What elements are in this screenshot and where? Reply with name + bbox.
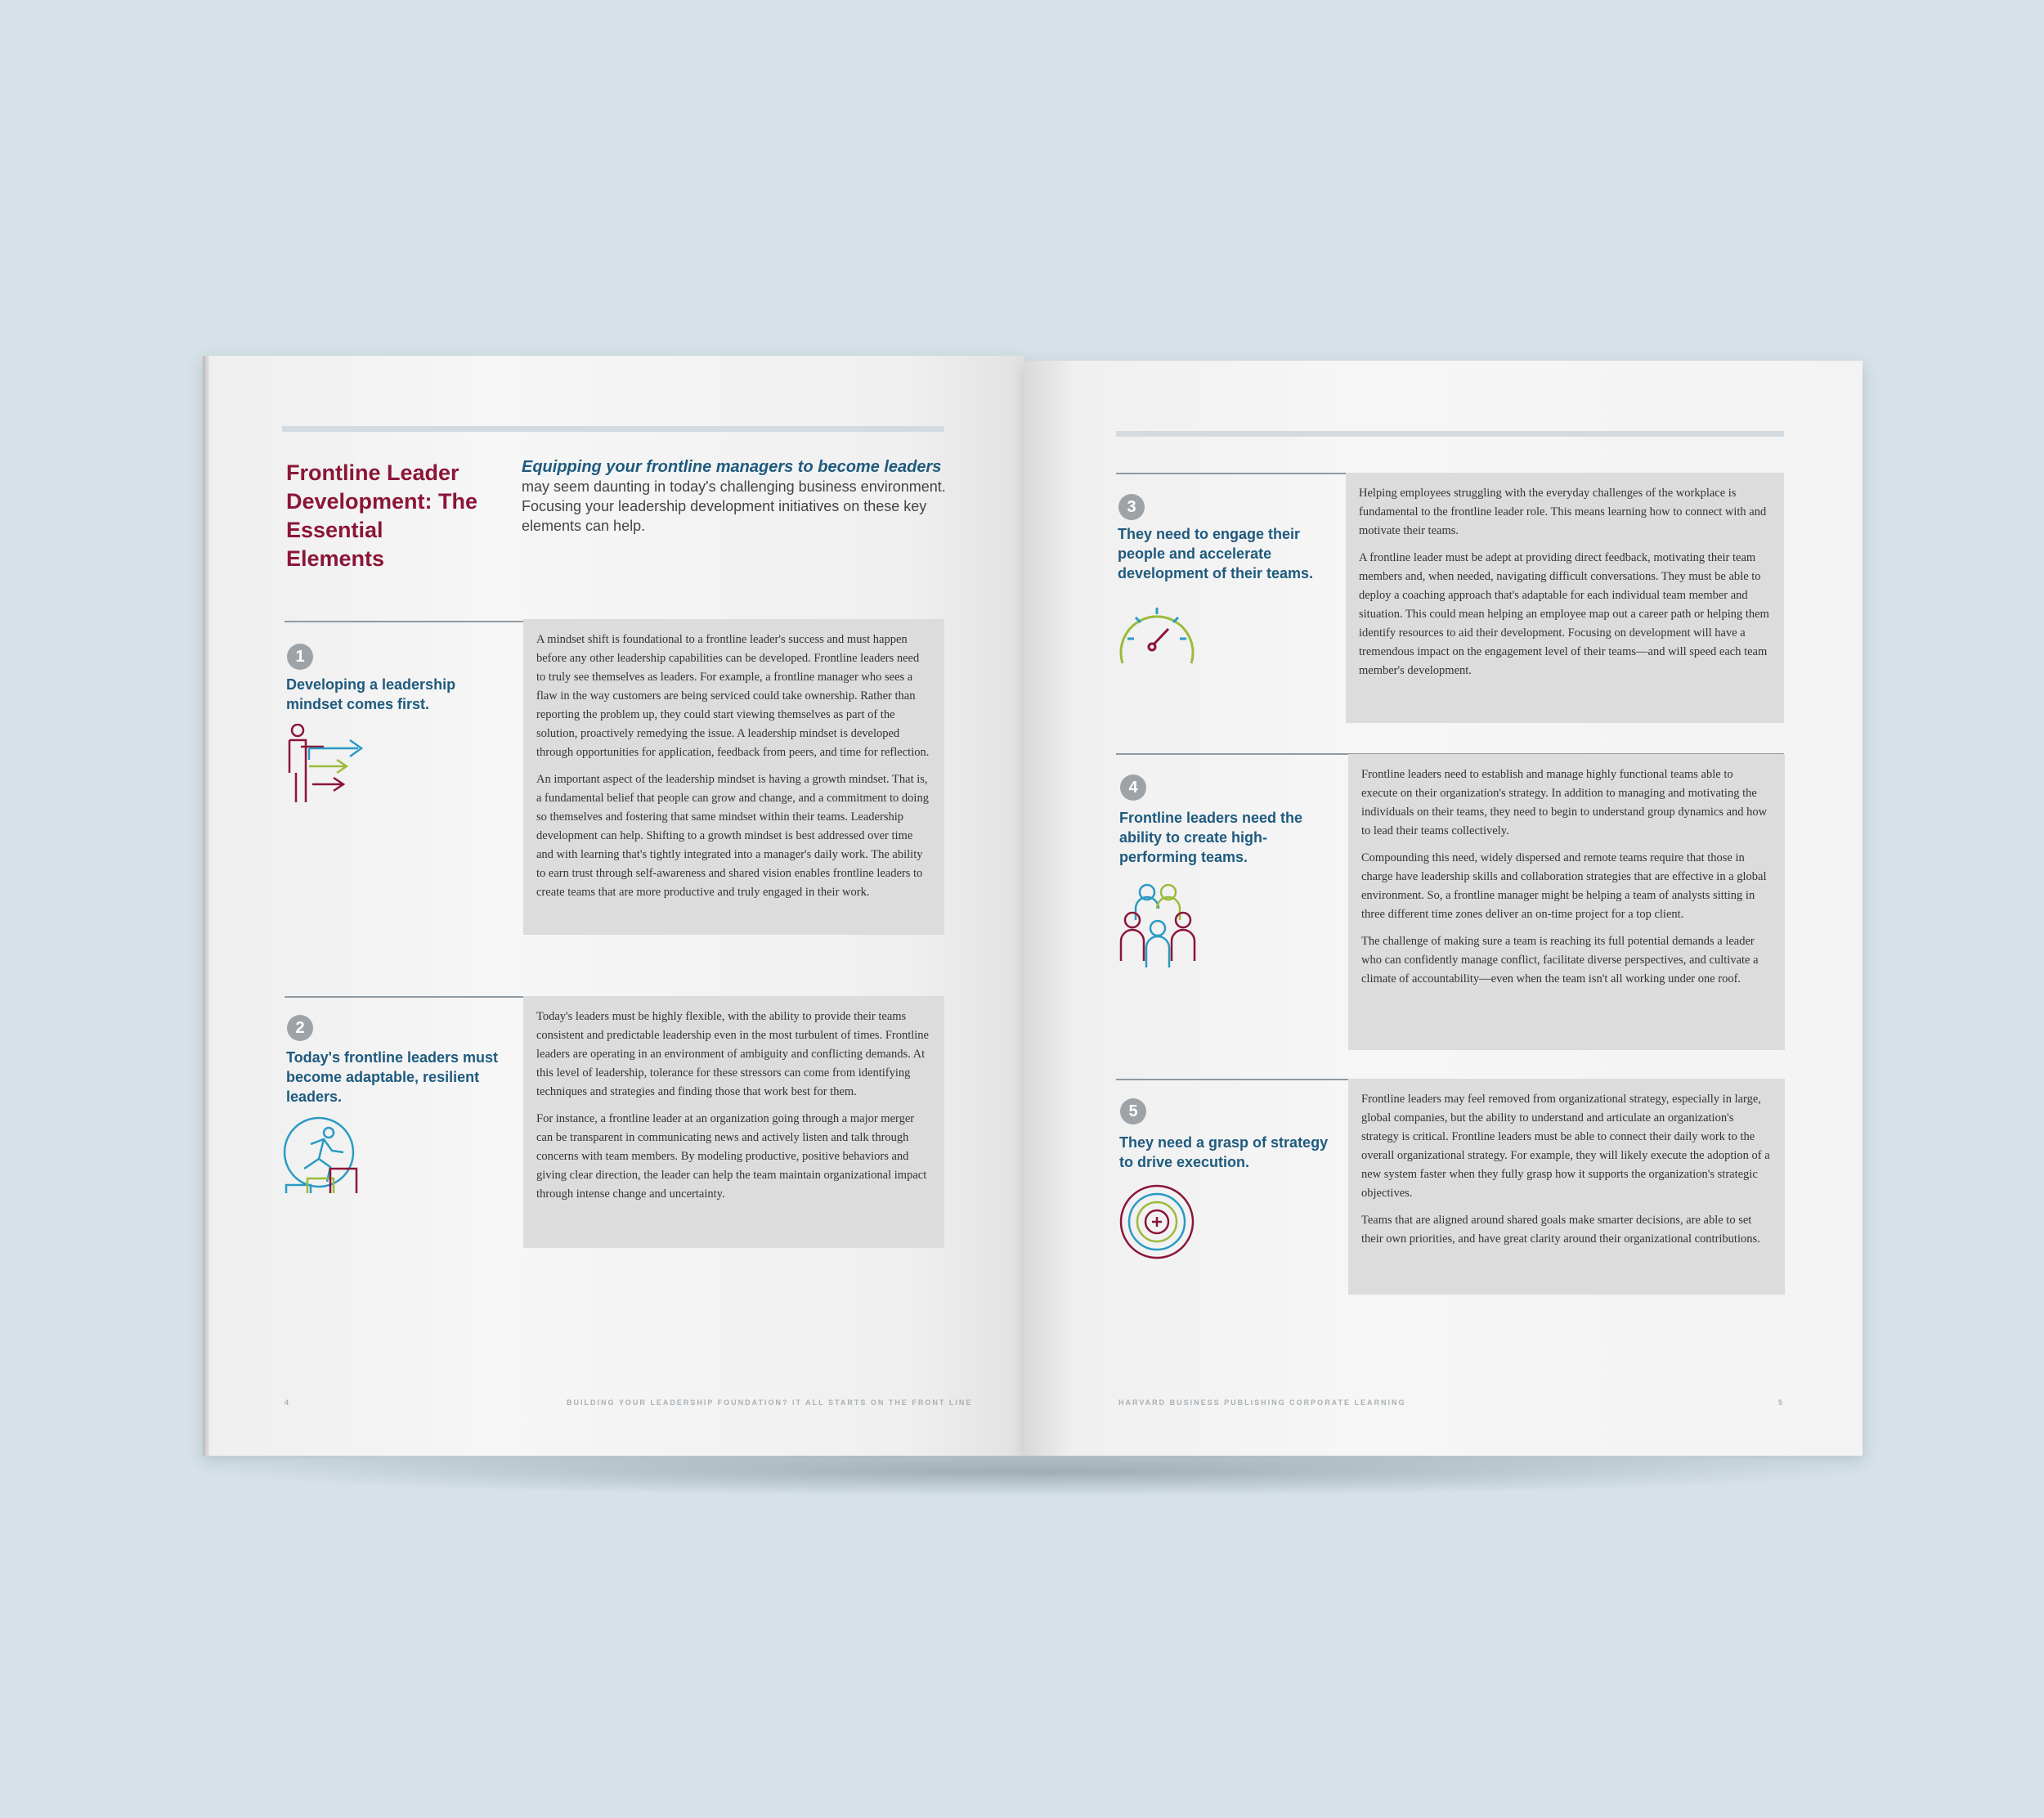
paragraph: An important aspect of the leadership mindset is having a growth mindset. That is, a fundamental belief that people can grow and change, and a commitment to doing so themselves and fostering that same mindset within their teams. Leadership development can help. Shifting to a growth mindset is best addressed over time and with learning that's tightly integrated into a manager's daily work. The ability to earn trust through self-awareness and shared vision enables frontline leaders to create teams that are more productive and truly engaged in their work. (536, 773, 929, 899)
paragraph: Helping employees struggling with the everyday challenges of the workplace is fundamental to the frontline leader role. This means learning how to connect with and motivate their teams. (1359, 487, 1767, 537)
section-body (523, 619, 944, 935)
footer-page-number: 4 (285, 1398, 291, 1407)
section-number-badge: 4 (1120, 774, 1146, 801)
section-heading: Frontline leaders need the ability to create high-performing teams. (1119, 810, 1303, 865)
section-heading: They need to engage their people and accelerate development of their teams. (1118, 526, 1314, 581)
right-page (1024, 361, 1862, 1456)
paragraph: The challenge of making sure a team is reaching its full potential demands a leader who can confidently manage conflict, facilitate diverse perspectives, and cultivate a climate of accountability—even when the team isn't all working under one roof. (1361, 935, 1759, 985)
section-body (523, 996, 944, 1248)
paragraph: Frontline leaders may feel removed from organizational strategy, especially in large, global companies, but the ability to understand and articulate an organization's strategy is critical. Frontline leaders must be able to connect their daily work to the overall organizational strategy. For example, they will likely execute the adoption of a new system faster when they fully grasp how it supports the organization's strategic objectives. (1361, 1093, 1770, 1200)
section-body (1348, 754, 1785, 1050)
leader-arrows-icon (285, 724, 374, 810)
footer-title: BUILDING YOUR LEADERSHIP FOUNDATION? IT ALL STARTS ON THE FRONT LINE (567, 1398, 973, 1407)
gauge-icon (1116, 598, 1198, 676)
paragraph: A mindset shift is foundational to a frontline leader's success and must happen before any other leadership capabilities can be developed. Frontline leaders need to truly see themselves as leaders. For example, a frontline manager who sees a flaw in the way customers are being serviced could take ownership. Rather than reporting the problem up, they could start viewing themselves as part of the solution, proactively remedying the issue. A leadership mindset is developed through opportunities for application, feedback from peers, and time for reflection. (536, 633, 930, 759)
paragraph: A frontline leader must be adept at providing direct feedback, motivating their team members and, when needed, navigating difficult conversations. They must be able to deploy a coaching approach that's adaptable for each individual team member and situation. This could mean helping an employee map out a career path or helping them identify resources to aid their development. Focusing on development will have a tremendous impact on the engagement level of their teams—and will speed each team member's development. (1359, 551, 1769, 677)
footer-title: HARVARD BUSINESS PUBLISHING CORPORATE LEARNING (1118, 1398, 1406, 1407)
footer-page-number: 5 (1778, 1398, 1785, 1407)
left-page (203, 356, 1024, 1456)
intro-lead: Equipping your frontline managers to become leaders (522, 458, 942, 476)
target-icon (1118, 1183, 1196, 1265)
intro-text: may seem daunting in today's challenging business environment. Focusing your leadership development initiatives on these key elements can help. (522, 478, 946, 534)
section-number-badge: 1 (287, 644, 313, 670)
section-number-badge: 3 (1118, 494, 1145, 520)
team-icon (1118, 879, 1199, 973)
section-heading: Developing a leadership mindset comes first. (286, 676, 456, 712)
section-heading: They need a grasp of strategy to drive execution. (1119, 1134, 1329, 1170)
page-title: Frontline Leader Development: The Essential Elements (286, 460, 478, 571)
top-rule (282, 426, 944, 432)
intro (522, 457, 963, 536)
paragraph: Compounding this need, widely dispersed and remote teams require that those in charge have leadership skills and collaboration strategies that are effective in a global environment. So, a frontline manager might be helping a team of analysts sitting in three different time zones deliver an on-time project for a top client. (1361, 851, 1767, 921)
top-rule (1116, 431, 1784, 437)
runner-icon (283, 1116, 365, 1202)
paragraph: For instance, a frontline leader at an organization going through a major merger can be transparent in communicating news and actively listen and talk through concerns with team members. By modeling productive, positive behaviors and giving clear direction, the leader can help the team maintain organizational impact through intense change and uncertainty. (536, 1112, 927, 1201)
section-heading: Today's frontline leaders must become adaptable, resilient leaders. (286, 1049, 499, 1105)
paragraph: Teams that are aligned around shared goals make smarter decisions, are able to set their own priorities, and have great clarity around their organizational contributions. (1361, 1214, 1760, 1246)
paragraph: Today's leaders must be highly flexible, with the ability to provide their teams consistent and predictable leadership even in the most turbulent of times. Frontline leaders are operating in an environment of ambiguity and conflicting demands. At this level of leadership, tolerance for these stressors can come from identifying techniques and strategies and finding those that work best for them. (536, 1010, 929, 1098)
section-body (1348, 1079, 1785, 1295)
paragraph: Frontline leaders need to establish and manage highly functional teams able to execute on their organization's strategy. In addition to managing and motivating the individuals on their teams, they need to begin to understand group dynamics and how to lead their teams collectively. (1361, 768, 1768, 837)
section-number-badge: 2 (287, 1015, 313, 1041)
section-number-badge: 5 (1120, 1098, 1146, 1124)
section-body (1346, 473, 1784, 723)
